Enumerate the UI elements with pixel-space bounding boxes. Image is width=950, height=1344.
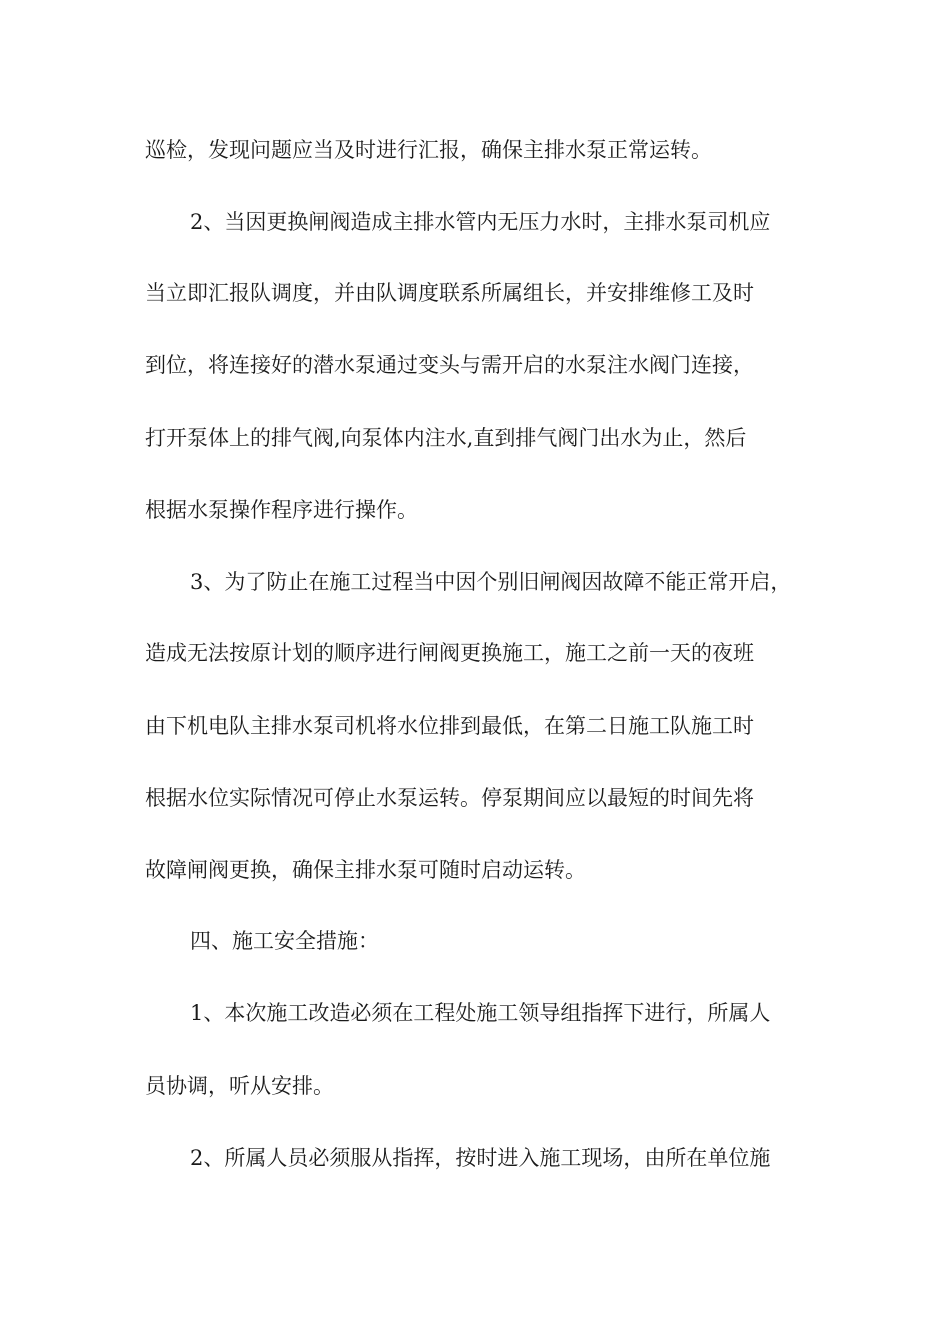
paragraph-item-2: 2、所属人员必须服从指挥，按时进入施工现场，由所在单位施 xyxy=(190,1146,771,1170)
text-line: 当立即汇报队调度，并由队调度联系所属组长，并安排维修工及时 xyxy=(145,281,754,305)
text-line: 员协调，听从安排。 xyxy=(145,1074,334,1098)
paragraph-item-1: 1、本次施工改造必须在工程处施工领导组指挥下进行，所属人 xyxy=(190,1001,771,1025)
section-heading: 四、施工安全措施： xyxy=(190,929,379,953)
text-line: 根据水位实际情况可停止水泵运转。停泵期间应以最短的时间先将 xyxy=(145,786,754,810)
text-line: 巡检，发现问题应当及时进行汇报，确保主排水泵正常运转。 xyxy=(145,138,712,162)
paragraph-item-2: 2、当因更换闸阀造成主排水管内无压力水时，主排水泵司机应 xyxy=(190,210,771,234)
text-line: 由下机电队主排水泵司机将水位排到最低，在第二日施工队施工时 xyxy=(145,714,754,738)
text-line: 根据水泵操作程序进行操作。 xyxy=(145,498,418,522)
text-line: 打开泵体上的排气阀,向泵体内注水,直到排气阀门出水为止，然后 xyxy=(145,426,747,450)
paragraph-item-3: 3、为了防止在施工过程当中因个别旧闸阀因故障不能正常开启， xyxy=(190,570,792,594)
text-line: 造成无法按原计划的顺序进行闸阀更换施工，施工之前一天的夜班 xyxy=(145,641,754,665)
text-line: 到位，将连接好的潜水泵通过变头与需开启的水泵注水阀门连接， xyxy=(145,353,754,377)
text-line: 故障闸阀更换，确保主排水泵可随时启动运转。 xyxy=(145,858,586,882)
